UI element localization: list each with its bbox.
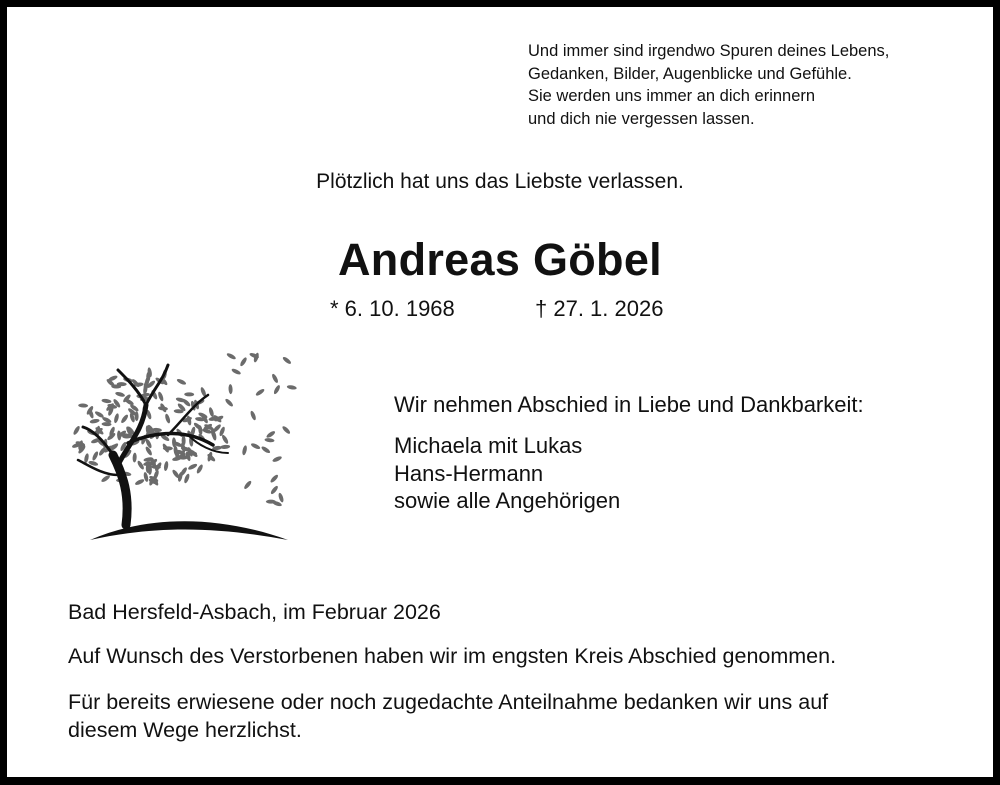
thanks-line: Für bereits erwiesene oder noch zugedachte Anteilnahme bedanken wir uns auf xyxy=(68,690,829,714)
leaf xyxy=(266,430,277,439)
leaf xyxy=(91,451,99,462)
leaf xyxy=(100,474,111,483)
leaf xyxy=(272,455,283,463)
leaf xyxy=(157,391,164,402)
deceased-name: Andreas Göbel xyxy=(338,234,662,285)
thanks-text xyxy=(68,688,828,744)
leaf xyxy=(101,398,112,404)
leaf xyxy=(163,461,169,472)
wish-text: Auf Wunsch des Verstorbenen haben wir im engsten Kreis Abschied genommen. xyxy=(68,644,837,668)
poem-line: Und immer sind irgendwo Spuren deines Lebens, xyxy=(528,42,890,60)
leaf xyxy=(281,425,291,435)
leaf xyxy=(270,485,279,495)
leaf xyxy=(239,356,248,367)
farewell-text: Wir nehmen Abschied in Liebe und Dankbarkeit: xyxy=(394,392,864,417)
poem-line: Gedanken, Bilder, Augenblicke und Gefühle. xyxy=(528,64,852,83)
leaf xyxy=(287,385,298,391)
leaf xyxy=(220,444,230,449)
leaf xyxy=(266,500,276,504)
leaf xyxy=(271,373,279,384)
leaf xyxy=(226,352,237,360)
poem xyxy=(528,40,889,130)
leaf xyxy=(164,413,171,424)
leaf xyxy=(117,430,122,440)
leaf xyxy=(273,384,281,395)
leaf xyxy=(264,438,274,443)
leaf xyxy=(269,474,279,484)
thanks-line: diesem Wege herzlichst. xyxy=(68,718,302,742)
leaf xyxy=(132,452,137,462)
leaf xyxy=(243,480,252,490)
leaf xyxy=(115,391,126,398)
leaf xyxy=(113,413,119,424)
leaf xyxy=(228,384,233,394)
tree-image xyxy=(68,335,298,545)
family-member: Michaela mit Lukas xyxy=(394,433,583,458)
death-date: † 27. 1. 2026 xyxy=(535,296,664,321)
leaf xyxy=(242,445,248,456)
leaf xyxy=(78,403,88,408)
leaf xyxy=(282,356,292,365)
leaf xyxy=(183,473,190,484)
leaf xyxy=(175,450,179,460)
place-date: Bad Hersfeld-Asbach, im Februar 2026 xyxy=(68,600,441,624)
poem-line: Sie werden uns immer an dich erinnern xyxy=(528,87,816,105)
leaf xyxy=(224,398,234,408)
poem-line: und dich nie vergessen lassen. xyxy=(528,109,755,128)
leaf xyxy=(250,442,261,450)
family-member: sowie alle Angehörigen xyxy=(394,488,621,513)
leaf xyxy=(231,368,242,376)
leaf xyxy=(171,469,180,479)
leaf xyxy=(72,425,81,436)
leaf xyxy=(249,410,256,421)
leaf xyxy=(120,414,129,424)
leaf xyxy=(278,492,285,503)
leaf xyxy=(134,478,145,486)
leaf xyxy=(144,446,153,457)
leaf xyxy=(261,445,272,454)
leaf xyxy=(187,463,198,471)
birth-date: * 6. 10. 1968 xyxy=(330,296,455,321)
leaf xyxy=(184,392,194,396)
intro-text: Plötzlich hat uns das Liebste verlassen. xyxy=(316,170,684,193)
leaf xyxy=(176,378,187,386)
leaf xyxy=(255,388,265,397)
family-list xyxy=(394,432,620,515)
leaf xyxy=(89,418,100,424)
family-member: Hans-Hermann xyxy=(394,460,544,486)
leaf xyxy=(221,434,230,445)
